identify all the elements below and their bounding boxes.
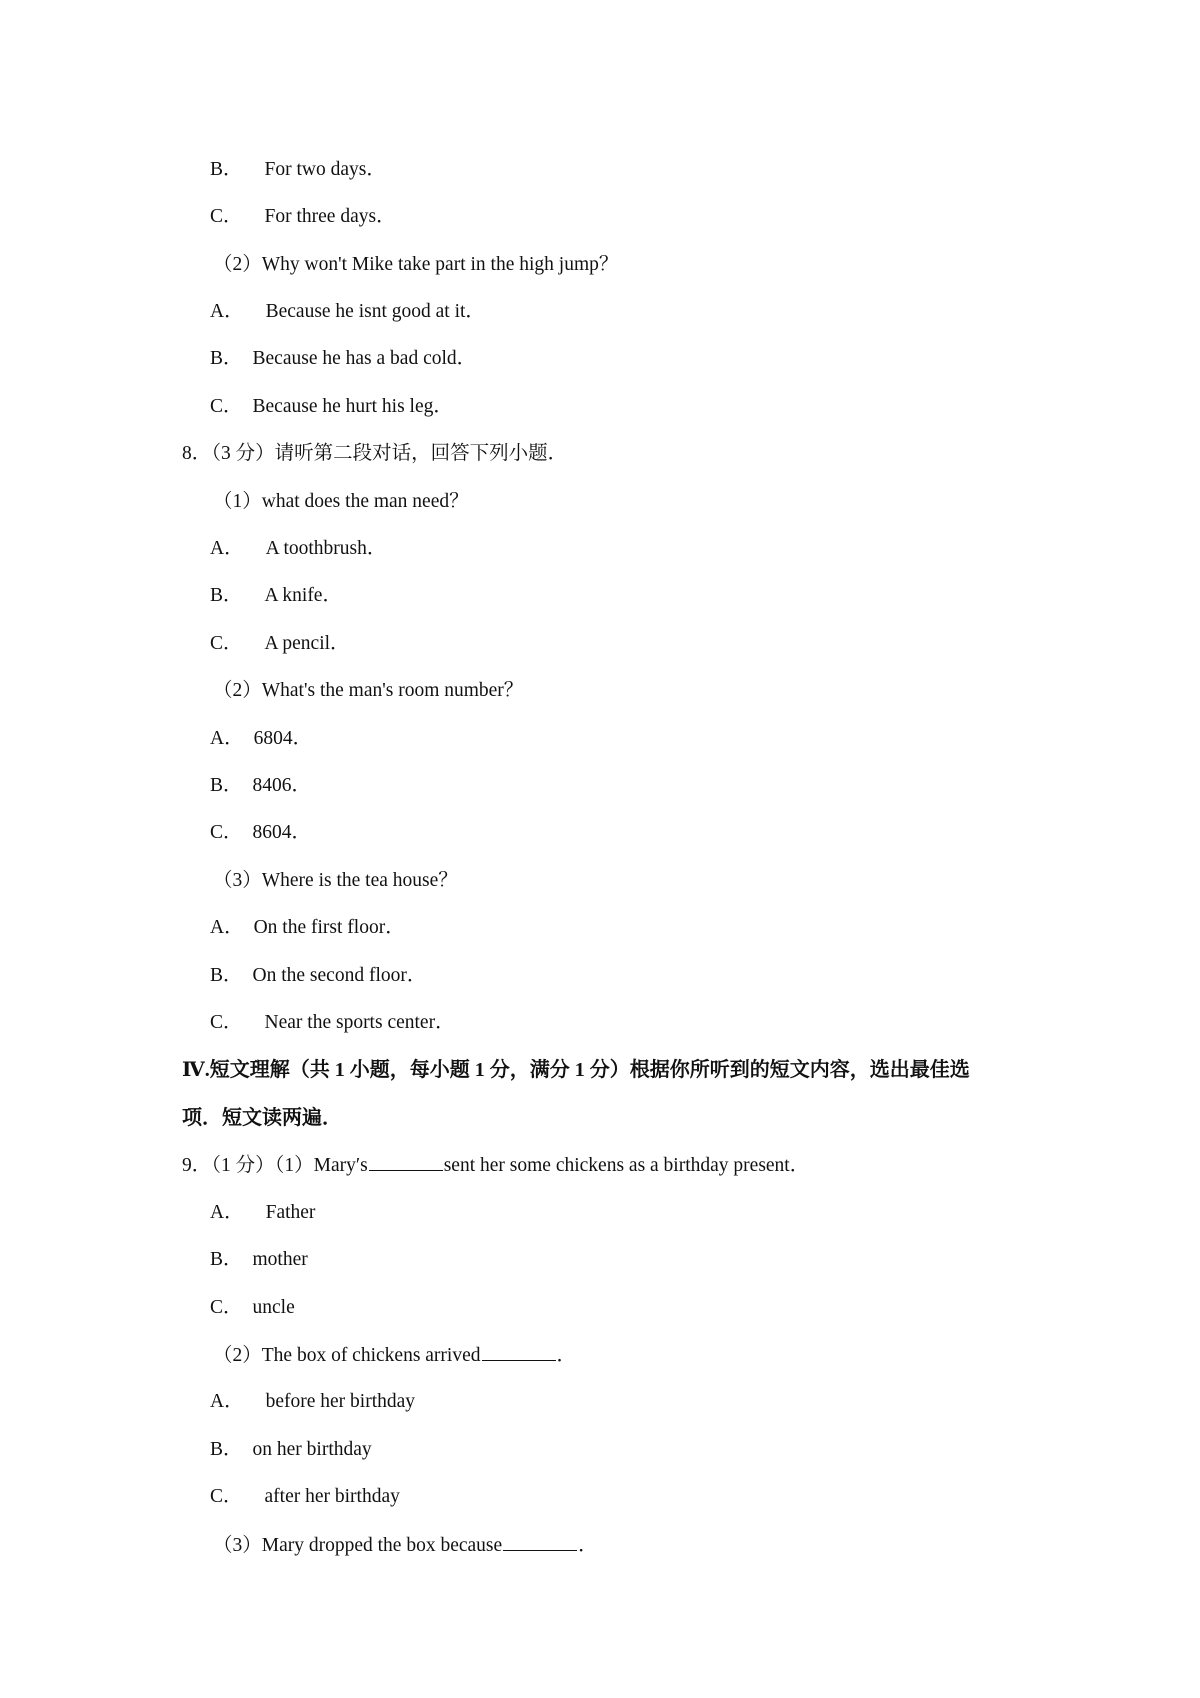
answer-blank — [482, 1342, 556, 1361]
option-q7-2-c — [210, 394, 453, 420]
option-letter: A． — [210, 1202, 244, 1223]
option-text: For three days． — [264, 206, 396, 227]
option-letter: A． — [210, 1391, 244, 1412]
option-q9-2-a — [210, 1389, 415, 1415]
option-text: uncle — [252, 1297, 295, 1318]
option-q7-1-c — [210, 204, 396, 230]
option-letter: C． — [210, 396, 243, 417]
option-text: Father — [265, 1202, 316, 1223]
option-q8-2-a — [210, 726, 312, 752]
option-letter: A． — [210, 917, 244, 938]
option-q8-1-b — [210, 583, 342, 609]
option-q8-1-a — [210, 536, 386, 562]
option-text: before her birthday — [265, 1391, 416, 1412]
option-letter: B． — [210, 965, 243, 986]
option-letter: C． — [210, 206, 243, 227]
option-text: Near the sports center． — [264, 1012, 455, 1033]
option-letter: A． — [210, 538, 244, 559]
option-letter: B． — [210, 348, 243, 369]
question-suffix: sent her some chickens as a birthday present． — [443, 1155, 810, 1176]
option-text: On the second floor． — [252, 965, 427, 986]
option-text: Because he has a bad cold． — [252, 348, 477, 369]
question-suffix: ． — [578, 1535, 598, 1556]
question-q9-2 — [213, 1342, 576, 1369]
question-prefix: （3）Mary dropped the box because — [213, 1535, 503, 1556]
option-text: A knife． — [264, 585, 342, 606]
section-heading-line2: 项．短文读两遍． — [182, 1107, 342, 1129]
question-q8-1: （1）what does the man need？ — [213, 491, 469, 512]
option-q8-2-c — [210, 820, 311, 846]
question-q9-1 — [182, 1152, 809, 1179]
question-q8-2: （2）What's the man's room number？ — [213, 680, 524, 701]
option-letter: C． — [210, 1486, 243, 1507]
question-q9-3 — [213, 1532, 598, 1559]
option-letter: B． — [210, 585, 243, 606]
option-q9-1-b — [210, 1247, 308, 1273]
option-text: A pencil． — [264, 633, 350, 654]
option-letter: B． — [210, 159, 243, 180]
option-q8-3-b — [210, 963, 426, 989]
option-q8-2-b — [210, 773, 311, 799]
option-q8-3-c — [210, 1010, 455, 1036]
question-suffix: ． — [556, 1345, 577, 1366]
option-text: on her birthday — [252, 1439, 372, 1460]
option-text: For two days． — [264, 159, 386, 180]
option-q7-2-b — [210, 346, 476, 372]
option-text: 8604． — [252, 822, 312, 843]
answer-blank — [369, 1152, 443, 1171]
option-text: On the first floor． — [253, 917, 405, 938]
option-text: A toothbrush． — [265, 538, 387, 559]
option-text: Because he isnt good at it． — [265, 301, 485, 322]
option-q9-1-c — [210, 1295, 295, 1321]
option-text: mother — [252, 1249, 308, 1270]
option-letter: B． — [210, 1249, 243, 1270]
question-prefix: 9．（1 分）（1）Mary′s — [182, 1155, 368, 1176]
answer-blank — [503, 1532, 577, 1551]
section-heading-line1: Ⅳ.短文理解（共 1 小题，每小题 1 分，满分 1 分）根据你所听到的短文内容，选出最佳选 — [182, 1059, 970, 1081]
option-letter: C． — [210, 633, 243, 654]
option-q9-2-b — [210, 1437, 372, 1463]
option-letter: A． — [210, 728, 244, 749]
option-text: after her birthday — [264, 1486, 400, 1507]
option-q7-2-a — [210, 299, 485, 325]
option-q8-1-c — [210, 631, 350, 657]
option-letter: C． — [210, 1012, 243, 1033]
question-q8-heading: 8．（3 分）请听第二段对话，回答下列小题． — [182, 443, 568, 464]
option-q9-2-c — [210, 1484, 400, 1510]
option-letter: C． — [210, 822, 243, 843]
option-letter: A． — [210, 301, 244, 322]
option-q8-3-a — [210, 915, 405, 941]
option-text: 6804． — [253, 728, 313, 749]
option-q9-1-a — [210, 1200, 315, 1226]
option-q7-1-b — [210, 157, 386, 183]
option-text: Because he hurt his leg． — [252, 396, 453, 417]
question-q8-3: （3）Where is the tea house？ — [213, 870, 458, 891]
question-q7-2: （2）Why won't Mike take part in the high jump？ — [213, 254, 619, 275]
option-letter: C． — [210, 1297, 243, 1318]
option-text: 8406． — [252, 775, 312, 796]
option-letter: B． — [210, 775, 243, 796]
option-letter: B． — [210, 1439, 243, 1460]
question-prefix: （2）The box of chickens arrived — [213, 1345, 481, 1366]
